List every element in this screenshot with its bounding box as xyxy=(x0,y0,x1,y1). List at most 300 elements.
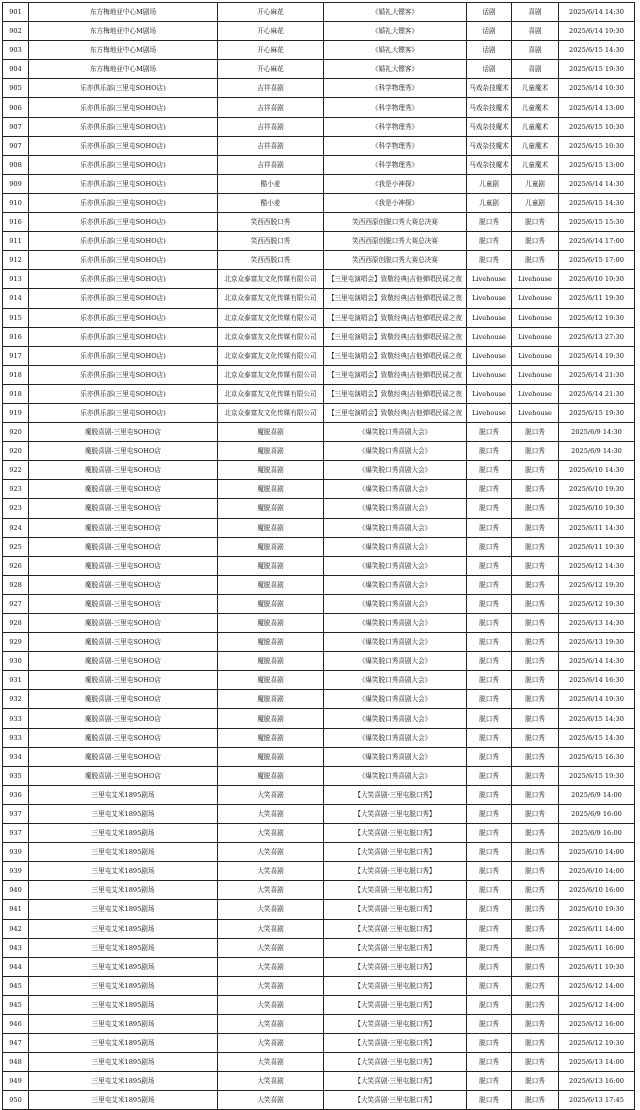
category-cell: 话剧 xyxy=(467,22,512,41)
table-row xyxy=(3,193,635,212)
row-number: 913 xyxy=(3,270,29,289)
datetime-cell: 2025/6/14 14:30 xyxy=(559,3,635,22)
venue-cell: 三里屯艾米1895剧场 xyxy=(29,862,218,881)
datetime-cell: 2025/6/12 19:30 xyxy=(559,594,635,613)
category-cell: Livehouse xyxy=(467,270,512,289)
datetime-cell: 2025/6/14 17:00 xyxy=(559,232,635,251)
organizer-cell: 大笑喜剧 xyxy=(218,1072,324,1091)
schedule-body xyxy=(3,3,635,1110)
venue-cell: 乐亦俱乐部(三里屯SOHO店) xyxy=(29,251,218,270)
show-title-cell: 【三里屯演唱会】致敬经典|吉他弹唱民谣之夜 xyxy=(324,365,467,384)
venue-cell: 东方梅地亚中心M剧场 xyxy=(29,22,218,41)
row-number: 908 xyxy=(3,155,29,174)
table-row xyxy=(3,98,635,117)
table-row xyxy=(3,461,635,480)
category-cell: 脱口秀 xyxy=(467,824,512,843)
organizer-cell: 笑西西脱口秀 xyxy=(218,251,324,270)
organizer-cell: 大笑喜剧 xyxy=(218,995,324,1014)
category-cell: 话剧 xyxy=(467,60,512,79)
table-row xyxy=(3,614,635,633)
row-number: 905 xyxy=(3,79,29,98)
category-cell: 脱口秀 xyxy=(467,537,512,556)
show-title-cell: 【大笑喜剧·三里屯脱口秀】 xyxy=(324,1034,467,1053)
venue-cell: 三里屯艾米1895剧场 xyxy=(29,938,218,957)
table-row xyxy=(3,824,635,843)
row-number: 940 xyxy=(3,881,29,900)
datetime-cell: 2025/6/15 14:30 xyxy=(559,709,635,728)
row-number: 924 xyxy=(3,518,29,537)
row-number: 939 xyxy=(3,843,29,862)
category-cell: 马戏杂技魔术 xyxy=(467,136,512,155)
venue-cell: 魔脱喜剧-三里屯SOHO店 xyxy=(29,499,218,518)
table-row xyxy=(3,881,635,900)
show-title-cell: 《科学物理秀》 xyxy=(324,155,467,174)
datetime-cell: 2025/6/14 19:30 xyxy=(559,22,635,41)
category-cell: 脱口秀 xyxy=(467,442,512,461)
show-title-cell: 《爆笑脱口秀喜剧大会》 xyxy=(324,633,467,652)
show-title-cell: 《爆笑脱口秀喜剧大会》 xyxy=(324,766,467,785)
subcategory-cell: Livehouse xyxy=(512,365,559,384)
row-number: 939 xyxy=(3,862,29,881)
show-title-cell: 【大笑喜剧·三里屯脱口秀】 xyxy=(324,804,467,823)
venue-cell: 乐亦俱乐部(三里屯SOHO店) xyxy=(29,193,218,212)
show-title-cell: 《科学物理秀》 xyxy=(324,136,467,155)
row-number: 917 xyxy=(3,346,29,365)
venue-cell: 魔脱喜剧-三里屯SOHO店 xyxy=(29,423,218,442)
table-row xyxy=(3,843,635,862)
show-title-cell: 《爆笑脱口秀喜剧大会》 xyxy=(324,480,467,499)
show-title-cell: 【大笑喜剧·三里屯脱口秀】 xyxy=(324,938,467,957)
subcategory-cell: 脱口秀 xyxy=(512,804,559,823)
subcategory-cell: 脱口秀 xyxy=(512,594,559,613)
datetime-cell: 2025/6/15 13:00 xyxy=(559,155,635,174)
datetime-cell: 2025/6/15 14:30 xyxy=(559,193,635,212)
datetime-cell: 2025/6/15 10:30 xyxy=(559,136,635,155)
table-row xyxy=(3,995,635,1014)
organizer-cell: 北京众泰富友文化传媒有限公司 xyxy=(218,270,324,289)
datetime-cell: 2025/6/15 10:30 xyxy=(559,117,635,136)
show-title-cell: 【大笑喜剧·三里屯脱口秀】 xyxy=(324,1072,467,1091)
show-title-cell: 笑西西原创脱口秀大赛总决赛 xyxy=(324,213,467,232)
subcategory-cell: 脱口秀 xyxy=(512,1053,559,1072)
datetime-cell: 2025/6/11 16:00 xyxy=(559,938,635,957)
venue-cell: 乐亦俱乐部(三里屯SOHO店) xyxy=(29,174,218,193)
row-number: 944 xyxy=(3,957,29,976)
organizer-cell: 大笑喜剧 xyxy=(218,919,324,938)
row-number: 945 xyxy=(3,995,29,1014)
category-cell: 马戏杂技魔术 xyxy=(467,117,512,136)
organizer-cell: 魔脱喜剧 xyxy=(218,480,324,499)
venue-cell: 三里屯艾米1895剧场 xyxy=(29,1034,218,1053)
subcategory-cell: 喜剧 xyxy=(512,41,559,60)
row-number: 942 xyxy=(3,919,29,938)
subcategory-cell: 脱口秀 xyxy=(512,900,559,919)
subcategory-cell: Livehouse xyxy=(512,327,559,346)
venue-cell: 魔脱喜剧-三里屯SOHO店 xyxy=(29,480,218,499)
category-cell: 脱口秀 xyxy=(467,232,512,251)
show-title-cell: 《科学物理秀》 xyxy=(324,98,467,117)
venue-cell: 三里屯艾米1895剧场 xyxy=(29,976,218,995)
organizer-cell: 大笑喜剧 xyxy=(218,1091,324,1110)
subcategory-cell: 脱口秀 xyxy=(512,957,559,976)
datetime-cell: 2025/6/14 14:30 xyxy=(559,174,635,193)
subcategory-cell: 脱口秀 xyxy=(512,862,559,881)
table-row xyxy=(3,747,635,766)
category-cell: 脱口秀 xyxy=(467,995,512,1014)
table-row xyxy=(3,957,635,976)
organizer-cell: 北京众泰富友文化传媒有限公司 xyxy=(218,308,324,327)
row-number: 918 xyxy=(3,365,29,384)
venue-cell: 三里屯艾米1895剧场 xyxy=(29,785,218,804)
venue-cell: 乐亦俱乐部(三里屯SOHO店) xyxy=(29,213,218,232)
row-number: 909 xyxy=(3,174,29,193)
row-number: 950 xyxy=(3,1091,29,1110)
datetime-cell: 2025/6/9 14:00 xyxy=(559,785,635,804)
organizer-cell: 魔脱喜剧 xyxy=(218,633,324,652)
category-cell: 脱口秀 xyxy=(467,804,512,823)
category-cell: 脱口秀 xyxy=(467,1072,512,1091)
datetime-cell: 2025/6/13 14:30 xyxy=(559,614,635,633)
venue-cell: 乐亦俱乐部(三里屯SOHO店) xyxy=(29,403,218,422)
organizer-cell: 魔脱喜剧 xyxy=(218,461,324,480)
show-title-cell: 《爆笑脱口秀喜剧大会》 xyxy=(324,499,467,518)
datetime-cell: 2025/6/13 14:00 xyxy=(559,1053,635,1072)
category-cell: 脱口秀 xyxy=(467,785,512,804)
subcategory-cell: 脱口秀 xyxy=(512,843,559,862)
subcategory-cell: 脱口秀 xyxy=(512,537,559,556)
subcategory-cell: 儿童剧 xyxy=(512,174,559,193)
organizer-cell: 魔脱喜剧 xyxy=(218,690,324,709)
datetime-cell: 2025/6/10 19:30 xyxy=(559,480,635,499)
venue-cell: 魔脱喜剧-三里屯SOHO店 xyxy=(29,766,218,785)
datetime-cell: 2025/6/13 19:30 xyxy=(559,633,635,652)
row-number: 930 xyxy=(3,652,29,671)
show-title-cell: 【三里屯演唱会】致敬经典|吉他弹唱民谣之夜 xyxy=(324,403,467,422)
organizer-cell: 魔脱喜剧 xyxy=(218,709,324,728)
category-cell: 脱口秀 xyxy=(467,480,512,499)
show-title-cell: 【三里屯演唱会】致敬经典|吉他弹唱民谣之夜 xyxy=(324,270,467,289)
datetime-cell: 2025/6/15 19:30 xyxy=(559,766,635,785)
table-row xyxy=(3,594,635,613)
datetime-cell: 2025/6/12 14:30 xyxy=(559,556,635,575)
datetime-cell: 2025/6/15 19:30 xyxy=(559,60,635,79)
row-number: 912 xyxy=(3,251,29,270)
row-number: 910 xyxy=(3,193,29,212)
row-number: 928 xyxy=(3,575,29,594)
row-number: 934 xyxy=(3,747,29,766)
table-row xyxy=(3,804,635,823)
datetime-cell: 2025/6/10 14:00 xyxy=(559,862,635,881)
category-cell: 话剧 xyxy=(467,41,512,60)
show-title-cell: 《科学物理秀》 xyxy=(324,79,467,98)
show-title-cell: 《我是小神探》 xyxy=(324,193,467,212)
table-row xyxy=(3,1072,635,1091)
show-title-cell: 【大笑喜剧·三里屯脱口秀】 xyxy=(324,862,467,881)
row-number: 920 xyxy=(3,442,29,461)
row-number: 907 xyxy=(3,117,29,136)
table-row xyxy=(3,1034,635,1053)
venue-cell: 乐亦俱乐部(三里屯SOHO店) xyxy=(29,346,218,365)
show-title-cell: 【大笑喜剧·三里屯脱口秀】 xyxy=(324,919,467,938)
subcategory-cell: 脱口秀 xyxy=(512,995,559,1014)
category-cell: Livehouse xyxy=(467,308,512,327)
table-row xyxy=(3,403,635,422)
row-number: 945 xyxy=(3,976,29,995)
category-cell: 脱口秀 xyxy=(467,461,512,480)
venue-cell: 乐亦俱乐部(三里屯SOHO店) xyxy=(29,155,218,174)
show-title-cell: 《爆笑脱口秀喜剧大会》 xyxy=(324,556,467,575)
organizer-cell: 大笑喜剧 xyxy=(218,862,324,881)
show-title-cell: 【大笑喜剧·三里屯脱口秀】 xyxy=(324,843,467,862)
subcategory-cell: Livehouse xyxy=(512,346,559,365)
venue-cell: 三里屯艾米1895剧场 xyxy=(29,1053,218,1072)
datetime-cell: 2025/6/10 14:00 xyxy=(559,843,635,862)
venue-cell: 三里屯艾米1895剧场 xyxy=(29,995,218,1014)
show-title-cell: 《爆笑脱口秀喜剧大会》 xyxy=(324,518,467,537)
datetime-cell: 2025/6/13 27:30 xyxy=(559,327,635,346)
show-title-cell: 《爆笑脱口秀喜剧大会》 xyxy=(324,747,467,766)
table-row xyxy=(3,232,635,251)
organizer-cell: 大笑喜剧 xyxy=(218,900,324,919)
organizer-cell: 大笑喜剧 xyxy=(218,976,324,995)
organizer-cell: 大笑喜剧 xyxy=(218,938,324,957)
row-number: 929 xyxy=(3,633,29,652)
table-row xyxy=(3,1014,635,1033)
table-row xyxy=(3,633,635,652)
subcategory-cell: 脱口秀 xyxy=(512,575,559,594)
table-row xyxy=(3,671,635,690)
row-number: 946 xyxy=(3,1014,29,1033)
table-row xyxy=(3,60,635,79)
datetime-cell: 2025/6/14 21:30 xyxy=(559,384,635,403)
row-number: 933 xyxy=(3,728,29,747)
table-row xyxy=(3,480,635,499)
show-title-cell: 【大笑喜剧·三里屯脱口秀】 xyxy=(324,824,467,843)
subcategory-cell: 儿童魔术 xyxy=(512,117,559,136)
show-title-cell: 【三里屯演唱会】致敬经典|吉他弹唱民谣之夜 xyxy=(324,346,467,365)
show-title-cell: 《婚礼大镖客》 xyxy=(324,3,467,22)
subcategory-cell: 脱口秀 xyxy=(512,480,559,499)
category-cell: 脱口秀 xyxy=(467,499,512,518)
subcategory-cell: 喜剧 xyxy=(512,3,559,22)
row-number: 923 xyxy=(3,499,29,518)
table-row xyxy=(3,22,635,41)
venue-cell: 三里屯艾米1895剧场 xyxy=(29,1072,218,1091)
row-number: 937 xyxy=(3,824,29,843)
category-cell: 脱口秀 xyxy=(467,575,512,594)
show-title-cell: 《爆笑脱口秀喜剧大会》 xyxy=(324,709,467,728)
datetime-cell: 2025/6/9 14:30 xyxy=(559,423,635,442)
venue-cell: 魔脱喜剧-三里屯SOHO店 xyxy=(29,671,218,690)
show-title-cell: 【三里屯演唱会】致敬经典|吉他弹唱民谣之夜 xyxy=(324,384,467,403)
table-row xyxy=(3,766,635,785)
organizer-cell: 北京众泰富友文化传媒有限公司 xyxy=(218,346,324,365)
organizer-cell: 吉祥喜剧 xyxy=(218,98,324,117)
show-title-cell: 《婚礼大镖客》 xyxy=(324,41,467,60)
organizer-cell: 魔脱喜剧 xyxy=(218,614,324,633)
datetime-cell: 2025/6/11 19:30 xyxy=(559,957,635,976)
show-title-cell: 《我是小神探》 xyxy=(324,174,467,193)
table-row xyxy=(3,938,635,957)
category-cell: 脱口秀 xyxy=(467,843,512,862)
datetime-cell: 2025/6/14 16:30 xyxy=(559,671,635,690)
show-title-cell: 【三里屯演唱会】致敬经典|吉他弹唱民谣之夜 xyxy=(324,289,467,308)
category-cell: 脱口秀 xyxy=(467,881,512,900)
row-number: 926 xyxy=(3,556,29,575)
show-title-cell: 【三里屯演唱会】致敬经典|吉他弹唱民谣之夜 xyxy=(324,327,467,346)
organizer-cell: 北京众泰富友文化传媒有限公司 xyxy=(218,365,324,384)
category-cell: 儿童剧 xyxy=(467,193,512,212)
row-number: 916 xyxy=(3,213,29,232)
category-cell: 脱口秀 xyxy=(467,728,512,747)
show-title-cell: 《爆笑脱口秀喜剧大会》 xyxy=(324,690,467,709)
table-row xyxy=(3,919,635,938)
subcategory-cell: 儿童魔术 xyxy=(512,155,559,174)
subcategory-cell: 脱口秀 xyxy=(512,499,559,518)
subcategory-cell: 脱口秀 xyxy=(512,556,559,575)
datetime-cell: 2025/6/10 14:30 xyxy=(559,461,635,480)
row-number: 911 xyxy=(3,232,29,251)
table-row xyxy=(3,862,635,881)
venue-cell: 魔脱喜剧-三里屯SOHO店 xyxy=(29,556,218,575)
datetime-cell: 2025/6/12 19:30 xyxy=(559,308,635,327)
row-number: 915 xyxy=(3,308,29,327)
show-title-cell: 【大笑喜剧·三里屯脱口秀】 xyxy=(324,1053,467,1072)
subcategory-cell: Livehouse xyxy=(512,384,559,403)
subcategory-cell: 脱口秀 xyxy=(512,633,559,652)
table-row xyxy=(3,3,635,22)
datetime-cell: 2025/6/14 21:30 xyxy=(559,365,635,384)
organizer-cell: 开心麻花 xyxy=(218,3,324,22)
venue-cell: 三里屯艾米1895剧场 xyxy=(29,957,218,976)
row-number: 948 xyxy=(3,1053,29,1072)
venue-cell: 乐亦俱乐部(三里屯SOHO店) xyxy=(29,98,218,117)
venue-cell: 乐亦俱乐部(三里屯SOHO店) xyxy=(29,365,218,384)
datetime-cell: 2025/6/10 16:00 xyxy=(559,881,635,900)
subcategory-cell: 脱口秀 xyxy=(512,671,559,690)
organizer-cell: 魔脱喜剧 xyxy=(218,575,324,594)
category-cell: 脱口秀 xyxy=(467,766,512,785)
subcategory-cell: 脱口秀 xyxy=(512,614,559,633)
table-row xyxy=(3,652,635,671)
organizer-cell: 大笑喜剧 xyxy=(218,1014,324,1033)
organizer-cell: 魔脱喜剧 xyxy=(218,442,324,461)
category-cell: 脱口秀 xyxy=(467,976,512,995)
table-row xyxy=(3,728,635,747)
venue-cell: 乐亦俱乐部(三里屯SOHO店) xyxy=(29,327,218,346)
venue-cell: 魔脱喜剧-三里屯SOHO店 xyxy=(29,575,218,594)
organizer-cell: 吉祥喜剧 xyxy=(218,155,324,174)
category-cell: 脱口秀 xyxy=(467,690,512,709)
category-cell: 脱口秀 xyxy=(467,900,512,919)
row-number: 925 xyxy=(3,537,29,556)
datetime-cell: 2025/6/13 17:45 xyxy=(559,1091,635,1110)
table-row xyxy=(3,575,635,594)
category-cell: 脱口秀 xyxy=(467,1014,512,1033)
category-cell: Livehouse xyxy=(467,289,512,308)
organizer-cell: 吉祥喜剧 xyxy=(218,136,324,155)
organizer-cell: 魔脱喜剧 xyxy=(218,747,324,766)
category-cell: 脱口秀 xyxy=(467,1091,512,1110)
row-number: 937 xyxy=(3,804,29,823)
organizer-cell: 北京众泰富友文化传媒有限公司 xyxy=(218,384,324,403)
organizer-cell: 魔脱喜剧 xyxy=(218,518,324,537)
category-cell: 马戏杂技魔术 xyxy=(467,155,512,174)
subcategory-cell: 脱口秀 xyxy=(512,1014,559,1033)
venue-cell: 三里屯艾米1895剧场 xyxy=(29,900,218,919)
organizer-cell: 开心麻花 xyxy=(218,22,324,41)
table-row xyxy=(3,1091,635,1110)
row-number: 901 xyxy=(3,3,29,22)
show-title-cell: 《爆笑脱口秀喜剧大会》 xyxy=(324,614,467,633)
table-row xyxy=(3,423,635,442)
category-cell: 脱口秀 xyxy=(467,614,512,633)
table-row xyxy=(3,537,635,556)
category-cell: 脱口秀 xyxy=(467,862,512,881)
show-title-cell: 《科学物理秀》 xyxy=(324,117,467,136)
table-row xyxy=(3,41,635,60)
subcategory-cell: 脱口秀 xyxy=(512,1091,559,1110)
table-row xyxy=(3,384,635,403)
organizer-cell: 北京众泰富友文化传媒有限公司 xyxy=(218,327,324,346)
show-title-cell: 《爆笑脱口秀喜剧大会》 xyxy=(324,594,467,613)
subcategory-cell: 脱口秀 xyxy=(512,881,559,900)
row-number: 932 xyxy=(3,690,29,709)
datetime-cell: 2025/6/12 19:30 xyxy=(559,1034,635,1053)
subcategory-cell: 脱口秀 xyxy=(512,232,559,251)
subcategory-cell: Livehouse xyxy=(512,270,559,289)
table-row xyxy=(3,136,635,155)
show-title-cell: 《婚礼大镖客》 xyxy=(324,22,467,41)
venue-cell: 三里屯艾米1895剧场 xyxy=(29,1014,218,1033)
table-row xyxy=(3,79,635,98)
show-title-cell: 【大笑喜剧·三里屯脱口秀】 xyxy=(324,995,467,1014)
organizer-cell: 大笑喜剧 xyxy=(218,804,324,823)
datetime-cell: 2025/6/11 19:30 xyxy=(559,289,635,308)
row-number: 928 xyxy=(3,614,29,633)
category-cell: 脱口秀 xyxy=(467,213,512,232)
subcategory-cell: 脱口秀 xyxy=(512,824,559,843)
subcategory-cell: Livehouse xyxy=(512,289,559,308)
organizer-cell: 酷小麦 xyxy=(218,174,324,193)
datetime-cell: 2025/6/12 14:00 xyxy=(559,976,635,995)
subcategory-cell: 脱口秀 xyxy=(512,1034,559,1053)
show-title-cell: 《爆笑脱口秀喜剧大会》 xyxy=(324,461,467,480)
schedule-table xyxy=(2,2,635,1110)
show-title-cell: 【大笑喜剧·三里屯脱口秀】 xyxy=(324,785,467,804)
show-title-cell: 《爆笑脱口秀喜剧大会》 xyxy=(324,652,467,671)
datetime-cell: 2025/6/15 14:30 xyxy=(559,728,635,747)
subcategory-cell: 脱口秀 xyxy=(512,938,559,957)
row-number: 936 xyxy=(3,785,29,804)
organizer-cell: 魔脱喜剧 xyxy=(218,537,324,556)
venue-cell: 三里屯艾米1895剧场 xyxy=(29,804,218,823)
venue-cell: 乐亦俱乐部(三里屯SOHO店) xyxy=(29,289,218,308)
venue-cell: 乐亦俱乐部(三里屯SOHO店) xyxy=(29,136,218,155)
subcategory-cell: 脱口秀 xyxy=(512,709,559,728)
table-row xyxy=(3,365,635,384)
organizer-cell: 魔脱喜剧 xyxy=(218,423,324,442)
venue-cell: 乐亦俱乐部(三里屯SOHO店) xyxy=(29,117,218,136)
table-row xyxy=(3,327,635,346)
datetime-cell: 2025/6/10 19:30 xyxy=(559,900,635,919)
organizer-cell: 北京众泰富友文化传媒有限公司 xyxy=(218,403,324,422)
table-row xyxy=(3,117,635,136)
subcategory-cell: Livehouse xyxy=(512,403,559,422)
venue-cell: 东方梅地亚中心M剧场 xyxy=(29,60,218,79)
category-cell: 脱口秀 xyxy=(467,556,512,575)
subcategory-cell: 儿童魔术 xyxy=(512,136,559,155)
